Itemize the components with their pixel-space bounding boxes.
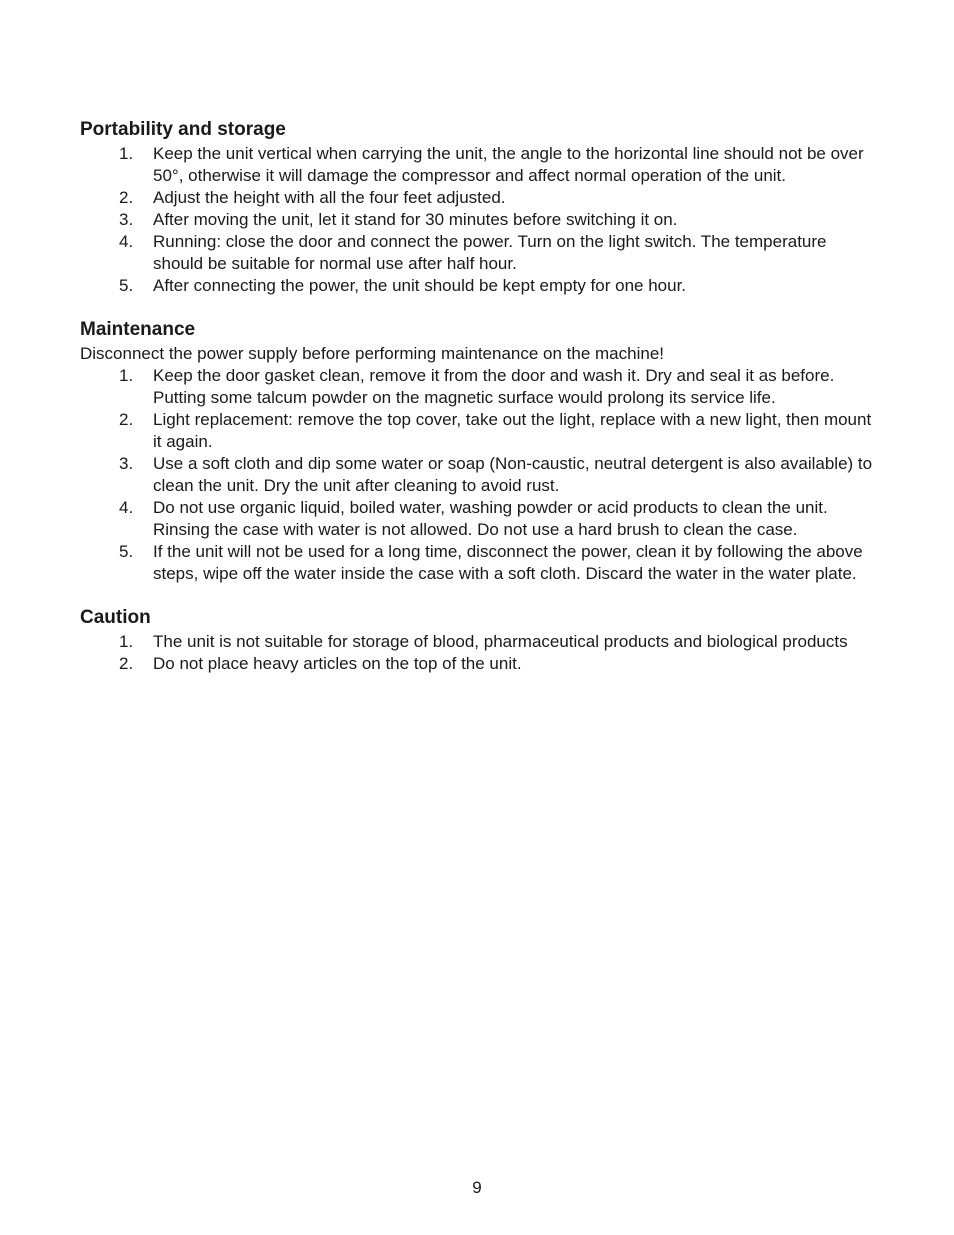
item-number: 3. <box>119 454 134 473</box>
list-item <box>80 209 880 231</box>
item-number: 2. <box>119 188 134 207</box>
item-text: Use a soft cloth and dip some water or soap (Non-caustic, neutral detergent is also available) to clean the unit. Dry the unit after cleaning to avoid rust. <box>153 454 873 495</box>
section-maintenance <box>80 317 880 585</box>
list-item <box>80 631 880 653</box>
list-item <box>80 143 880 187</box>
list-item <box>80 453 880 497</box>
numbered-list <box>80 631 880 675</box>
item-text: Light replacement: remove the top cover, take out the light, replace with a new light, then mount it again. <box>153 410 872 451</box>
item-text: Keep the unit vertical when carrying the unit, the angle to the horizontal line should not be over 50°, otherwise it will damage the compressor and affect normal operation of the unit. <box>153 144 864 185</box>
section-title: Portability and storage <box>80 119 286 140</box>
item-number: 5. <box>119 276 134 295</box>
section-title: Maintenance <box>80 319 196 340</box>
item-number: 2. <box>119 654 134 673</box>
list-item <box>80 541 880 585</box>
section-intro: Disconnect the power supply before performing maintenance on the machine! <box>80 344 665 363</box>
item-text: If the unit will not be used for a long time, disconnect the power, clean it by following the above steps, wipe off the water inside the case with a soft cloth. Discard the water in the water plate. <box>153 542 863 583</box>
list-item <box>80 365 880 409</box>
numbered-list <box>80 365 880 585</box>
list-item <box>80 275 880 297</box>
item-number: 4. <box>119 498 134 517</box>
list-item <box>80 187 880 209</box>
item-text: After connecting the power, the unit should be kept empty for one hour. <box>153 276 687 295</box>
section-caution <box>80 605 880 675</box>
item-text: Do not place heavy articles on the top of the unit. <box>153 654 522 673</box>
document-body <box>80 117 880 675</box>
item-text: Do not use organic liquid, boiled water, washing powder or acid products to clean the unit. Rinsing the case with water is not allowed. Do not use a hard brush to clean the case. <box>153 498 828 539</box>
page-number: 9 <box>472 1178 482 1197</box>
item-number: 1. <box>119 144 134 163</box>
item-text: After moving the unit, let it stand for 30 minutes before switching it on. <box>153 210 678 229</box>
item-number: 1. <box>119 366 134 385</box>
section-portability <box>80 117 880 297</box>
item-number: 3. <box>119 210 134 229</box>
item-number: 4. <box>119 232 134 251</box>
list-item <box>80 231 880 275</box>
section-title: Caution <box>80 607 151 628</box>
list-item <box>80 409 880 453</box>
item-number: 5. <box>119 542 134 561</box>
list-item <box>80 497 880 541</box>
item-text: Keep the door gasket clean, remove it from the door and wash it. Dry and seal it as before. Putting some talcum powder on the magnetic surface would prolong its service life. <box>153 366 835 407</box>
item-text: The unit is not suitable for storage of blood, pharmaceutical products and biological products <box>153 632 848 651</box>
item-text: Running: close the door and connect the power. Turn on the light switch. The temperature should be suitable for normal use after half hour. <box>153 232 827 273</box>
numbered-list <box>80 143 880 297</box>
item-number: 1. <box>119 632 134 651</box>
item-number: 2. <box>119 410 134 429</box>
list-item <box>80 653 880 675</box>
item-text: Adjust the height with all the four feet adjusted. <box>153 188 506 207</box>
